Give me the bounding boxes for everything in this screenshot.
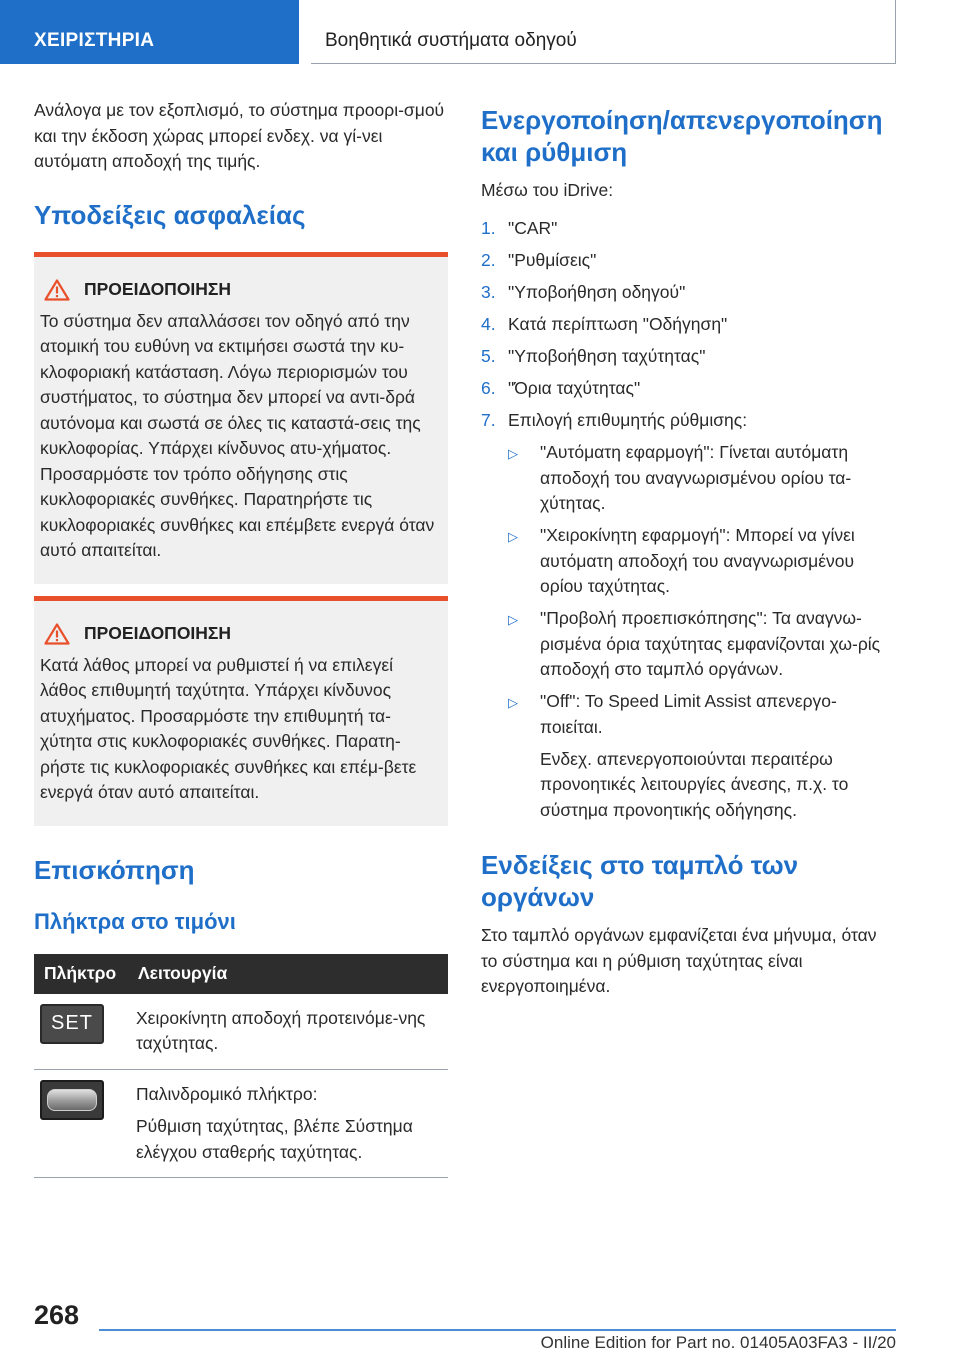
warning-triangle-icon (44, 279, 70, 301)
table-row (34, 1070, 448, 1179)
warning-label-2: ΠΡΟΕΙΔΟΠΟΙΗΣΗ (84, 623, 232, 643)
option-text: "Αυτόματη εφαρμογή": Γίνεται αυτόματη αποδοχή του αναγνωρισμένου ορίου τα-χύτητας. (540, 442, 852, 514)
step-number: 4. (481, 313, 496, 334)
warning-title-2 (40, 623, 436, 645)
header-section-tab (0, 0, 299, 64)
table-header-function: Λειτουργία (138, 963, 228, 983)
list-item (508, 606, 896, 683)
list-item (481, 216, 896, 242)
table-header-key: Πλήκτρο (44, 963, 117, 983)
footer-divider (99, 1329, 896, 1331)
list-item (481, 408, 896, 434)
list-item (481, 376, 896, 402)
options-list (508, 440, 896, 740)
warning-text-1: Το σύστημα δεν απαλλάσσει τον οδηγό από την ατομική του ευθύνη να εκτιμήσει σωστά την κυ-κλοφοριακή κατάσταση. Λόγω περιορισμών του συστήματος, το σύστημα δεν μπορεί να αντι-δρά αυτόνομα και σωστά σε όλες τις καταστά-σεις της κυκλοφορίας. Υπάρχει κίνδυνος ατυ-χήματος. Προσαρμόστε τον τρόπο οδήγησης στις κυκλοφοριακές συνθήκες. Παρατηρήστε τις κυκλοφοριακές συνθήκες και επέμβετε ενεργά όταν αυτό απαιτείται. (40, 310, 435, 560)
step-text: "Ρυθμίσεις" (508, 249, 597, 270)
rocker-switch-bar (47, 1089, 97, 1111)
table-cell-function (136, 994, 448, 1069)
option-text: "Χειροκίνητη εφαρμογή": Μπορεί να γίνει αυτόματη αποδοχή του αναγνωρισμένου ορίου ταχύτητας. (540, 525, 855, 597)
set-button-label: SET (51, 1012, 93, 1034)
row2-function-line2: Ρύθμιση ταχύτητας, βλέπε Σύστημα ελέγχου σταθερής ταχύτητας. (136, 1116, 413, 1162)
row1-function-text: Χειροκίνητη αποδοχή προτεινόμε-νης ταχύτητας. (136, 1007, 426, 1053)
step-number: 6. (481, 377, 496, 398)
warning-triangle-icon (44, 623, 70, 645)
option-text: "Προβολή προεπισκόπησης": Τα αναγνω-ρισμένα όρια ταχύτητας εμφανίζονται χω-ρίς αποδοχή στο ταμπλό οργάνων. (540, 608, 881, 680)
list-item (508, 440, 896, 517)
list-item (508, 523, 896, 600)
triangle-bullet-icon: ▷ (508, 695, 518, 711)
step-text: "CAR" (508, 217, 558, 238)
triangle-bullet-icon: ▷ (508, 612, 518, 628)
table-header (34, 954, 448, 994)
table-cell-function (136, 1070, 448, 1178)
header-chapter-box (311, 0, 896, 64)
header-chapter-title: Βοηθητικά συστήματα οδηγού (325, 30, 577, 51)
set-button-icon (40, 1004, 104, 1044)
display-text: Στο ταμπλό οργάνων εμφανίζεται ένα μήνυμα, όταν το σύστημα και η ρύθμιση ταχύτητας είναι ενεργοποιημένα. (481, 925, 877, 997)
option-text: "Off": To Speed Limit Assist απενεργο-ποιείται. (540, 691, 837, 737)
buttons-table (34, 954, 448, 1179)
step-text: "Υποβοήθηση οδηγού" (508, 281, 686, 302)
step-text: Επιλογή επιθυμητής ρύθμισης: (508, 410, 748, 431)
list-item (481, 312, 896, 338)
warning-box-1 (34, 252, 448, 584)
via-idrive-text: Μέσω του iDrive: (481, 180, 614, 200)
row2-function-line1: Παλινδρομικό πλήκτρο: (136, 1083, 318, 1104)
activation-heading: Ενεργοποίηση/απενεργοποίηση και ρύθμιση (481, 105, 883, 167)
warning-title-1 (40, 279, 436, 301)
list-item (508, 689, 896, 740)
right-column (481, 104, 896, 1000)
off-note: Ενδεχ. απενεργοποιούνται περαιτέρω προνοητικές λειτουργίες άνεσης, π.χ. το σύστημα προνοητικής οδήγησης. (540, 748, 849, 820)
table-cell-key (34, 994, 136, 1069)
step-text: Κατά περίπτωση "Οδήγηση" (508, 313, 728, 334)
buttons-heading: Πλήκτρα στο τιμόνι (34, 908, 236, 934)
warning-box-2 (34, 596, 448, 826)
list-item (481, 248, 896, 274)
page-number: 268 (34, 1300, 80, 1330)
triangle-bullet-icon: ▷ (508, 446, 518, 462)
display-heading: Ενδείξεις στο ταμπλό των οργάνων (481, 850, 799, 913)
step-number: 1. (481, 217, 496, 238)
table-row (34, 994, 448, 1070)
steps-list (481, 216, 896, 434)
left-column (34, 98, 448, 1178)
step-text: "Όρια ταχύτητας" (508, 377, 641, 398)
table-cell-key (34, 1070, 136, 1178)
overview-heading: Επισκόπηση (34, 854, 195, 885)
step-number: 7. (481, 410, 496, 431)
triangle-bullet-icon: ▷ (508, 529, 518, 545)
warning-text-2: Κατά λάθος μπορεί να ρυθμιστεί ή να επιλεγεί λάθος επιθυμητή ταχύτητα. Υπάρχει κίνδυνος ατυχήματος. Προσαρμόστε την επιθυμητή τα-χύτητα στις κυκλοφοριακές συνθήκες. Παρατη-ρήστε τις κυκλοφοριακές συνθήκες και επέμ-βετε ενεργά όταν αυτό απαιτείται. (40, 654, 417, 802)
step-number: 3. (481, 281, 496, 302)
header-section-title: ΧΕΙΡΙΣΤΗΡΙΑ (34, 30, 155, 51)
list-item (481, 280, 896, 306)
intro-paragraph: Ανάλογα με τον εξοπλισμό, το σύστημα προορι-σμού και την έκδοση χώρας μπορεί ενδεχ. να γί-νει αυτόματη αποδοχή της τιμής. (34, 100, 445, 171)
step-text: "Υποβοήθηση ταχύτητας" (508, 345, 706, 366)
safety-heading: Υποδείξεις ασφαλείας (34, 199, 306, 230)
list-item (481, 344, 896, 370)
warning-label-1: ΠΡΟΕΙΔΟΠΟΙΗΣΗ (84, 279, 232, 299)
step-number: 5. (481, 345, 496, 366)
rocker-switch-icon (40, 1080, 104, 1120)
footer-edition: Online Edition for Part no. 01405A03FA3 - II/20 (540, 1333, 896, 1352)
step-number: 2. (481, 249, 496, 270)
